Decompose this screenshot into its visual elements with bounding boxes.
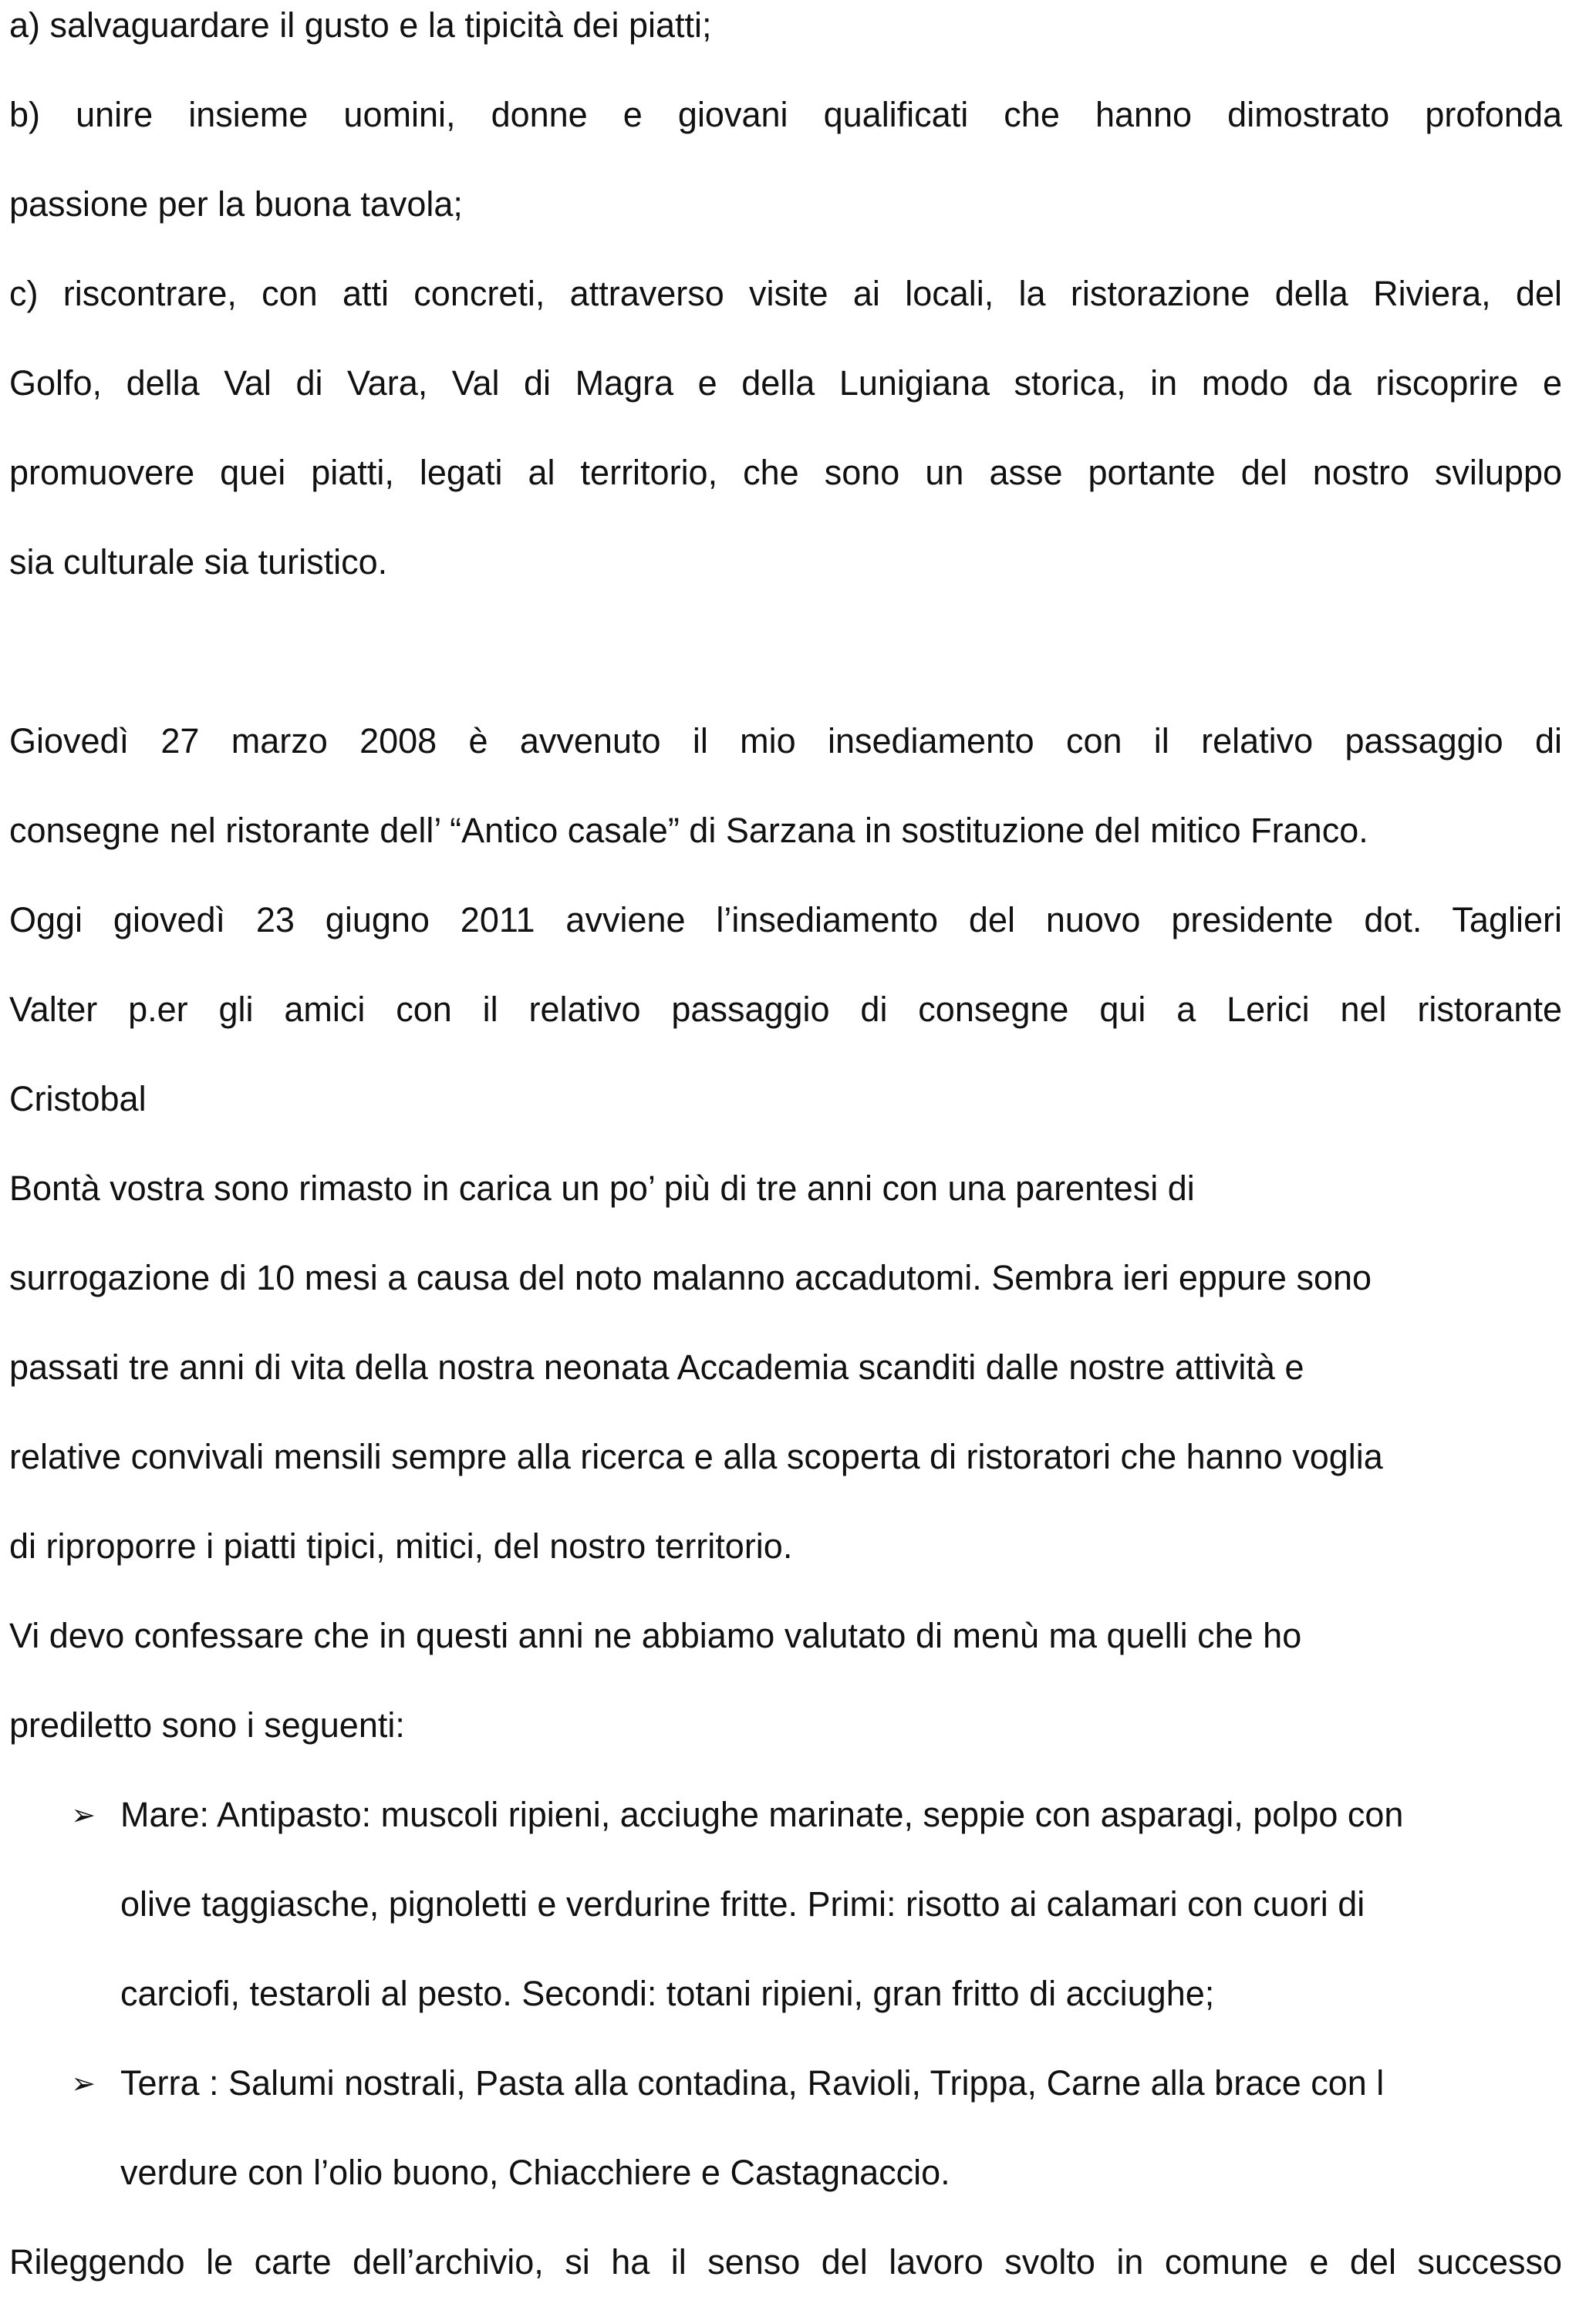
text-line: c) riscontrare, con atti concreti, attraverso visite ai locali, la ristorazione della Riviera, del: [9, 274, 1562, 313]
text-line: passati tre anni di vita della nostra neonata Accademia scanditi dalle nostre attività e: [9, 1347, 1304, 1387]
bullet-item-terra: [9, 2039, 1562, 2128]
bullet-continuation: olive taggiasche, pignoletti e verdurine fritte. Primi: risotto ai calamari con cuori di: [120, 1884, 1365, 1924]
bullet-item-mare: [9, 1770, 1562, 1860]
text-line: relative convivali mensili sempre alla ricerca e alla scoperta di ristoratori che hanno voglia: [9, 1437, 1383, 1476]
text-line: promuovere quei piatti, legati al territorio, che sono un asse portante del nostro sviluppo: [9, 453, 1562, 492]
text-line: a) salvaguardare il gusto e la tipicità dei piatti;: [9, 5, 712, 45]
arrow-bullet-icon: ➢: [71, 2066, 96, 2100]
text-line: surrogazione di 10 mesi a causa del noto malanno accadutomi. Sembra ieri eppure sono: [9, 1258, 1372, 1297]
text-line: Valter p.er gli amici con il relativo passaggio di consegne qui a Lerici nel ristorante: [9, 990, 1562, 1029]
bullet-continuation: carciofi, testaroli al pesto. Secondi: totani ripieni, gran fritto di acciughe;: [120, 1974, 1215, 2013]
text-line: Bontà vostra sono rimasto in carica un po’ più di tre anni con una parentesi di: [9, 1169, 1195, 1208]
text-line: b) unire insieme uomini, donne e giovani qualificati che hanno dimostrato profonda: [9, 95, 1562, 134]
text-line: prediletto sono i seguenti:: [9, 1705, 405, 1745]
bullet-text: Mare: Antipasto: muscoli ripieni, acciughe marinate, seppie con asparagi, polpo con: [120, 1795, 1404, 1834]
bullet-continuation: verdure con l’olio buono, Chiacchiere e Castagnaccio.: [120, 2153, 950, 2192]
text-line: sia culturale sia turistico.: [9, 542, 388, 582]
arrow-bullet-icon: ➢: [71, 1798, 96, 1832]
text-line: di riproporre i piatti tipici, mitici, del nostro territorio.: [9, 1526, 793, 1566]
text-line: Golfo, della Val di Vara, Val di Magra e della Lunigiana storica, in modo da riscoprire e: [9, 363, 1562, 403]
text-line: Oggi giovedì 23 giugno 2011 avviene l’insediamento del nuovo presidente dot. Taglieri: [9, 900, 1562, 939]
text-line: Cristobal: [9, 1079, 147, 1118]
paragraph-gap: [9, 607, 1562, 696]
bullet-text: Terra : Salumi nostrali, Pasta alla contadina, Ravioli, Trippa, Carne alla brace con l: [120, 2063, 1385, 2103]
text-line: consegne nel ristorante dell’ “Antico casale” di Sarzana in sostituzione del mitico Franco.: [9, 811, 1368, 850]
text-line: Vi devo confessare che in questi anni ne abbiamo valutato di menù ma quelli che ho: [9, 1616, 1302, 1655]
text-line: Giovedì 27 marzo 2008 è avvenuto il mio insediamento con il relativo passaggio di: [9, 721, 1562, 761]
text-line: passione per la buona tavola;: [9, 184, 463, 224]
text-line: Rileggendo le carte dell’archivio, si ha il senso del lavoro svolto in comune e del successo: [9, 2242, 1562, 2282]
